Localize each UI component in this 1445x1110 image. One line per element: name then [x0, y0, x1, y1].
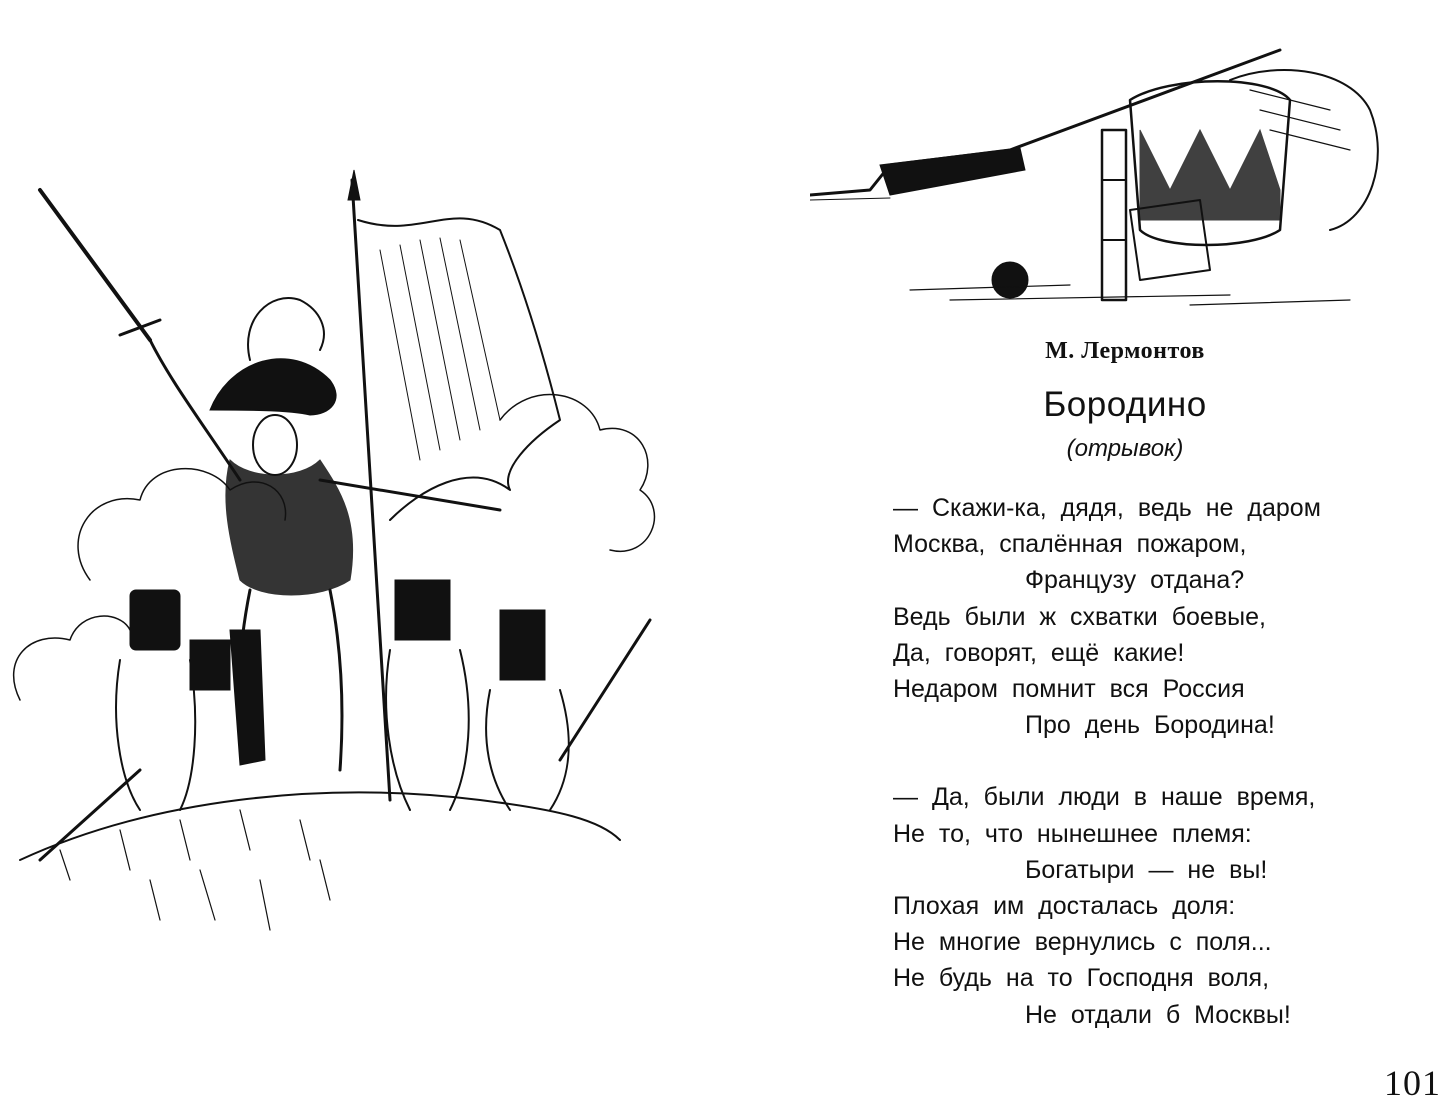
author-name: М. Лермонтов — [1045, 338, 1205, 364]
poem-line: Ведь были ж схватки боевые, — [893, 602, 1266, 631]
poem-line: — Скажи-ка, дядя, ведь не даром — [893, 494, 1321, 522]
stanza — [893, 779, 1393, 1032]
page-number: 101 — [1384, 1063, 1441, 1103]
poem-line: — Да, были люди в наше время, — [893, 783, 1316, 812]
still-life-illustration — [810, 20, 1445, 320]
poem-line: Не то, что нынешнее племя: — [893, 819, 1252, 848]
poem-subtitle: (отрывок) — [1066, 435, 1184, 462]
stanza — [893, 490, 1393, 743]
poem-line: Про день Бородина! — [1025, 711, 1275, 740]
poem-line: Плохая им досталась доля: — [893, 892, 1236, 921]
poem-line: Москва, спалённая пожаром, — [893, 530, 1247, 559]
poem-line: Недаром помнит вся Россия — [893, 675, 1245, 704]
poem-body — [893, 490, 1393, 1069]
poem-line: Французу отдана? — [1025, 566, 1245, 595]
poem-line: Богатыри — не вы! — [1025, 855, 1268, 884]
poem-line: Не многие вернулись с поля... — [893, 928, 1272, 957]
poem-line: Не будь на то Господня воля, — [893, 964, 1270, 993]
poem-title: Бородино — [1043, 385, 1207, 424]
poem-line: Не отдали б Москвы! — [1025, 1000, 1291, 1029]
poem-line: Да, говорят, ещё какие! — [893, 638, 1185, 667]
battle-scene-illustration — [0, 160, 800, 960]
